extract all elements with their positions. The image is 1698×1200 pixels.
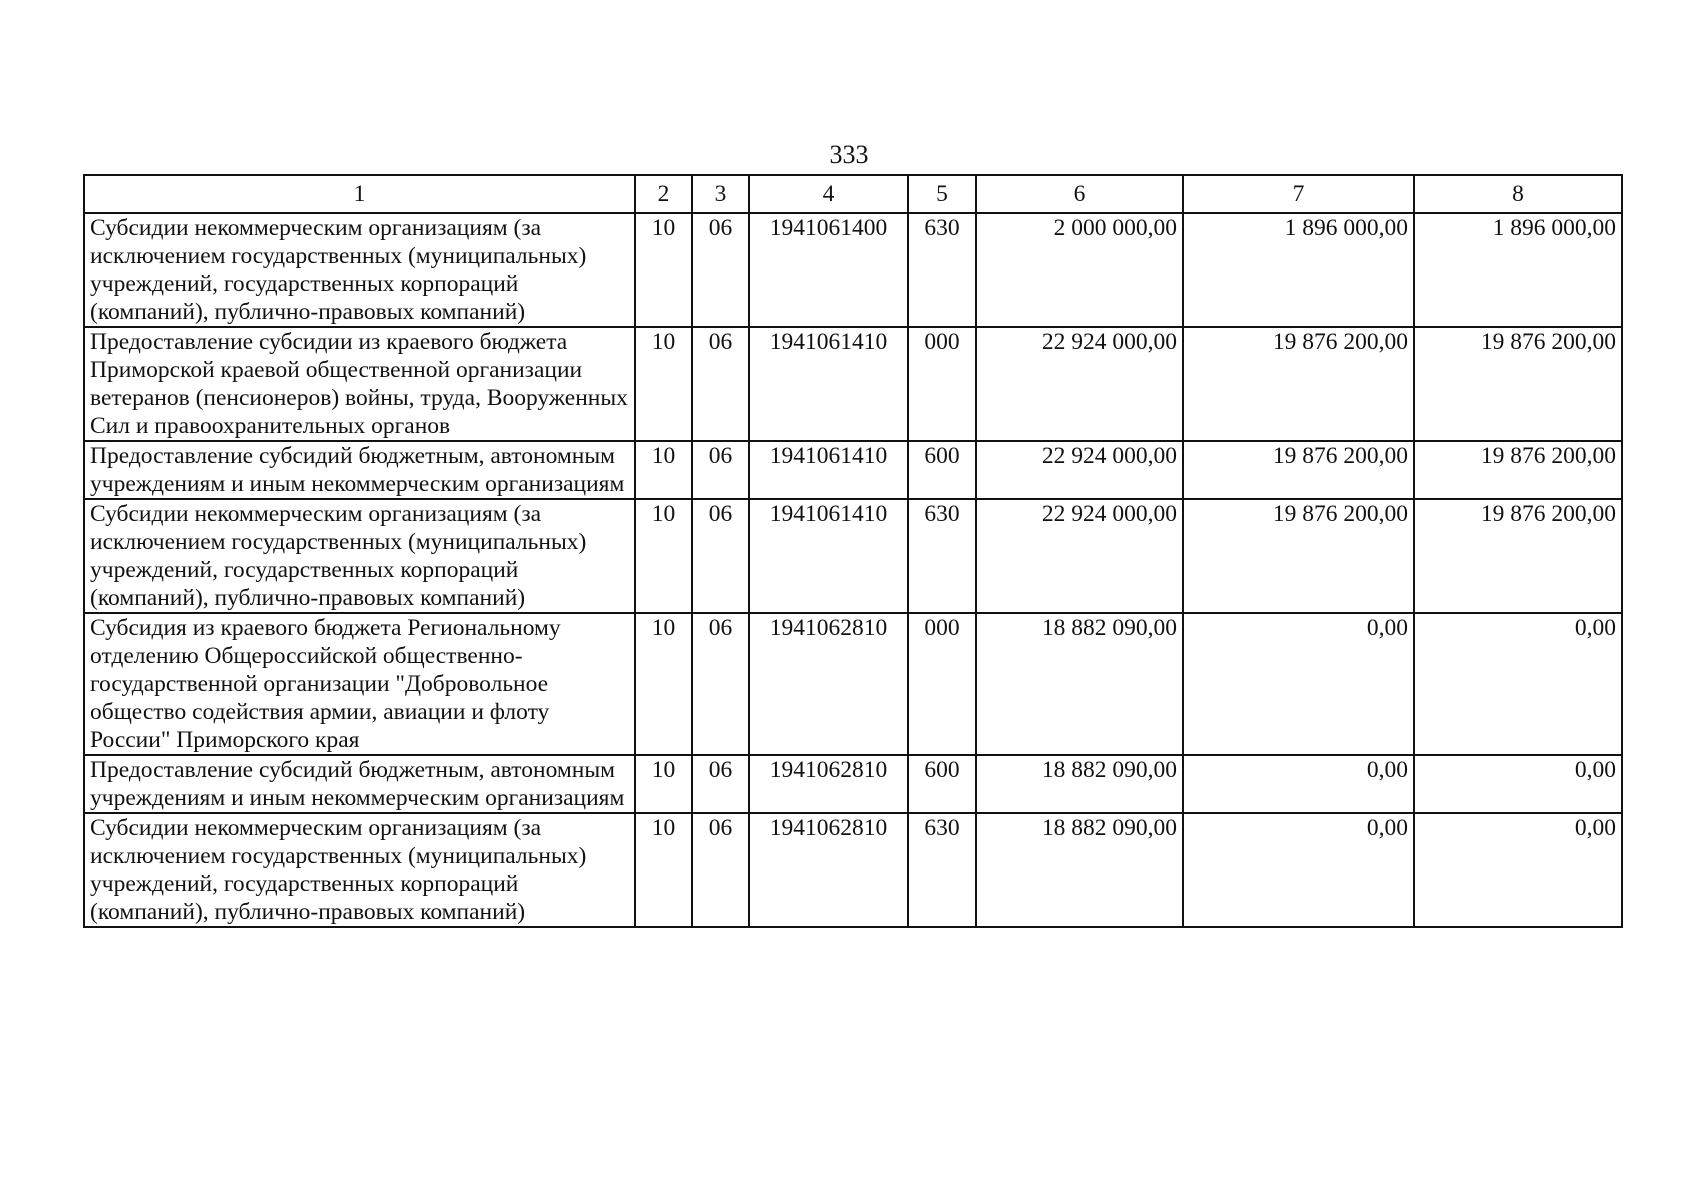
expense-type-code: 630 (908, 213, 976, 327)
expense-type-code: 630 (908, 813, 976, 927)
subsection-code: 06 (692, 213, 749, 327)
row-name: Предоставление субсидий бюджетным, автономным учреждениям и иным некоммерческим организациям (84, 441, 635, 499)
subsection-code: 06 (692, 441, 749, 499)
expense-type-code: 630 (908, 499, 976, 613)
row-name: Предоставление субсидии из краевого бюджета Приморской краевой общественной организации ветеранов (пенсионеров) войны, труда, Вооруженных Сил и правоохранительных органов (84, 327, 635, 441)
amount-col-6: 2 000 000,00 (976, 213, 1183, 327)
section-code: 10 (635, 213, 692, 327)
section-code: 10 (635, 499, 692, 613)
column-header: 1 (84, 175, 635, 213)
subsection-code: 06 (692, 755, 749, 813)
subsection-code: 06 (692, 499, 749, 613)
subsection-code: 06 (692, 813, 749, 927)
target-code: 1941061400 (749, 213, 908, 327)
row-name: Субсидии некоммерческим организациям (за исключением государственных (муниципальных) учреждений, государственных корпораций (компаний), публично-правовых компаний) (84, 213, 635, 327)
column-header: 8 (1414, 175, 1622, 213)
amount-col-7: 0,00 (1183, 755, 1414, 813)
subsection-code: 06 (692, 327, 749, 441)
column-header: 6 (976, 175, 1183, 213)
amount-col-7: 1 896 000,00 (1183, 213, 1414, 327)
table-row (84, 441, 1622, 499)
column-header: 7 (1183, 175, 1414, 213)
table-row (84, 499, 1622, 613)
table-row (84, 327, 1622, 441)
section-code: 10 (635, 613, 692, 755)
expense-type-code: 000 (908, 613, 976, 755)
amount-col-6: 22 924 000,00 (976, 441, 1183, 499)
amount-col-6: 22 924 000,00 (976, 499, 1183, 613)
section-code: 10 (635, 441, 692, 499)
expense-type-code: 000 (908, 327, 976, 441)
amount-col-7: 19 876 200,00 (1183, 327, 1414, 441)
amount-col-8: 0,00 (1414, 755, 1622, 813)
section-code: 10 (635, 327, 692, 441)
budget-table (83, 174, 1623, 928)
amount-col-6: 18 882 090,00 (976, 755, 1183, 813)
target-code: 1941062810 (749, 813, 908, 927)
amount-col-8: 19 876 200,00 (1414, 327, 1622, 441)
row-name: Субсидии некоммерческим организациям (за исключением государственных (муниципальных) учреждений, государственных корпораций (компаний), публично-правовых компаний) (84, 813, 635, 927)
amount-col-7: 19 876 200,00 (1183, 499, 1414, 613)
column-header: 2 (635, 175, 692, 213)
target-code: 1941062810 (749, 755, 908, 813)
table-row (84, 213, 1622, 327)
row-name: Субсидии некоммерческим организациям (за исключением государственных (муниципальных) учреждений, государственных корпораций (компаний), публично-правовых компаний) (84, 499, 635, 613)
amount-col-7: 19 876 200,00 (1183, 441, 1414, 499)
amount-col-8: 19 876 200,00 (1414, 441, 1622, 499)
section-code: 10 (635, 755, 692, 813)
target-code: 1941061410 (749, 499, 908, 613)
target-code: 1941061410 (749, 441, 908, 499)
amount-col-7: 0,00 (1183, 813, 1414, 927)
expense-type-code: 600 (908, 755, 976, 813)
amount-col-6: 18 882 090,00 (976, 813, 1183, 927)
column-header: 5 (908, 175, 976, 213)
amount-col-6: 18 882 090,00 (976, 613, 1183, 755)
row-name: Субсидия из краевого бюджета Региональному отделению Общероссийской общественно-государственной организации "Добровольное общество содействия армии, авиации и флоту России" Приморского края (84, 613, 635, 755)
amount-col-6: 22 924 000,00 (976, 327, 1183, 441)
target-code: 1941062810 (749, 613, 908, 755)
expense-type-code: 600 (908, 441, 976, 499)
column-header: 3 (692, 175, 749, 213)
amount-col-8: 0,00 (1414, 813, 1622, 927)
amount-col-8: 1 896 000,00 (1414, 213, 1622, 327)
table-row (84, 813, 1622, 927)
row-name: Предоставление субсидий бюджетным, автономным учреждениям и иным некоммерческим организациям (84, 755, 635, 813)
amount-col-8: 0,00 (1414, 613, 1622, 755)
amount-col-8: 19 876 200,00 (1414, 499, 1622, 613)
subsection-code: 06 (692, 613, 749, 755)
target-code: 1941061410 (749, 327, 908, 441)
column-header: 4 (749, 175, 908, 213)
header-row (84, 175, 1622, 213)
page-number: 333 (829, 140, 869, 169)
amount-col-7: 0,00 (1183, 613, 1414, 755)
table-row (84, 613, 1622, 755)
table-row (84, 755, 1622, 813)
section-code: 10 (635, 813, 692, 927)
